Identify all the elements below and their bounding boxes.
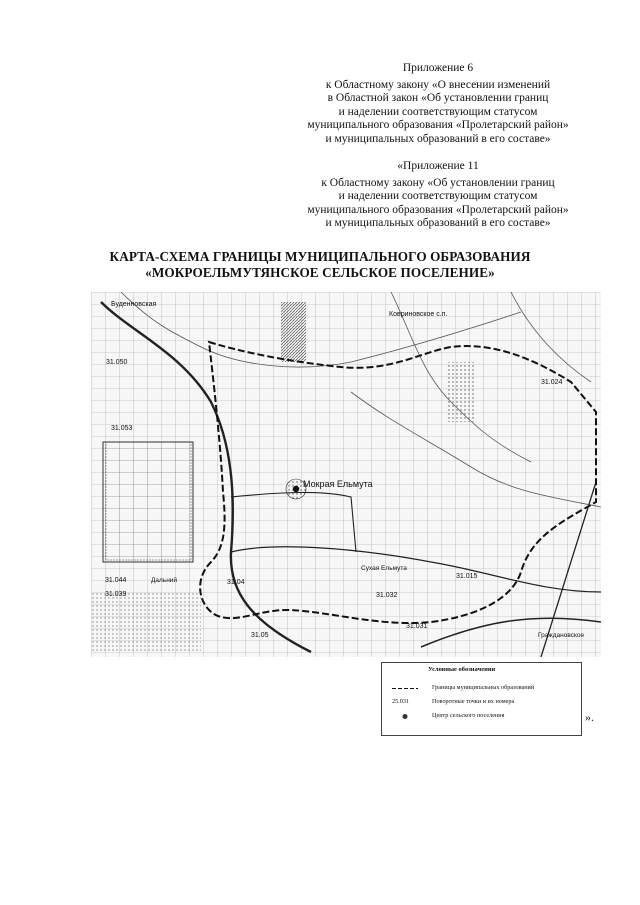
turning-point-label: 31.031: [406, 623, 428, 630]
legend-row: [382, 684, 581, 693]
turning-point-label: 31.015: [456, 573, 478, 580]
appendix-6-line: муниципального образования «Пролетарский район»: [307, 119, 569, 132]
appendix-11-block: [288, 160, 588, 231]
place-label: Дальний: [151, 577, 178, 584]
appendix-6-block: [288, 62, 588, 147]
appendix-11-heading: «Приложение 11: [397, 160, 479, 172]
appendix-6-line: в Областной закон «Об установлении границ: [327, 92, 549, 105]
turning-point-label: 31.039: [105, 591, 127, 598]
legend-heading: Условные обозначения: [428, 666, 496, 673]
place-label: Ковриновское с.п.: [389, 311, 448, 318]
appendix-11-line: муниципального образования «Пролетарский район»: [307, 203, 569, 216]
legend-label: Границы муниципальных образований: [432, 684, 535, 691]
appendix-6-heading: Приложение 6: [402, 62, 474, 74]
turning-point-label: 31.053: [111, 425, 133, 432]
document-title-line: «МОКРОЕЛЬМУТЯНСКОЕ СЕЛЬСКОЕ ПОСЕЛЕНИЕ»: [145, 265, 495, 280]
turning-point-label: 31.05: [251, 632, 269, 639]
appendix-11-line: и муниципальных образований в его составе»: [325, 217, 551, 230]
appendix-6-line: и муниципальных образований в его составе»: [325, 132, 551, 145]
turning-point-label: 31.04: [227, 579, 245, 586]
closing-quote: ».: [585, 710, 594, 724]
place-label: Мокрая Ельмута: [303, 479, 373, 489]
settlement-center-icon: [392, 713, 418, 720]
turning-point-icon: 25.031: [392, 698, 410, 705]
boundary-map: [91, 292, 601, 657]
legend-row: [382, 712, 581, 721]
place-label: Сухая Ельмута: [361, 565, 407, 572]
forest-patch: [281, 302, 306, 362]
map-legend: [381, 662, 582, 736]
legend-label: Поворотные точки и их номера: [432, 698, 515, 705]
appendix-11-line: и наделении соответствующим статусом: [338, 190, 538, 203]
turning-point-label: 31.044: [105, 577, 127, 584]
appendix-6-line: к Областному закону «О внесении изменений: [325, 78, 551, 91]
turning-point-label: 31.024: [541, 379, 563, 386]
town-blocks-west: [103, 442, 193, 562]
settlement-center-icon: [293, 486, 299, 492]
place-label: Буденновская: [111, 301, 157, 308]
boundary-line-icon: [392, 685, 418, 692]
turning-point-label: 31.032: [376, 592, 398, 599]
legend-label: Центр сельского поселения: [432, 712, 505, 719]
wetland-patch: [446, 362, 476, 422]
document-title-line: КАРТА-СХЕМА ГРАНИЦЫ МУНИЦИПАЛЬНОГО ОБРАЗОВАНИЯ: [109, 249, 531, 264]
legend-row: [382, 698, 581, 707]
document-title: [0, 249, 640, 281]
turning-point-label: 31.050: [106, 359, 128, 366]
settlement-dalniy-area: [91, 592, 201, 652]
appendix-11-line: к Областному закону «Об установлении границ: [321, 176, 555, 189]
appendix-6-line: и наделении соответствующим статусом: [338, 105, 538, 118]
place-label: Граждановское: [538, 632, 585, 639]
